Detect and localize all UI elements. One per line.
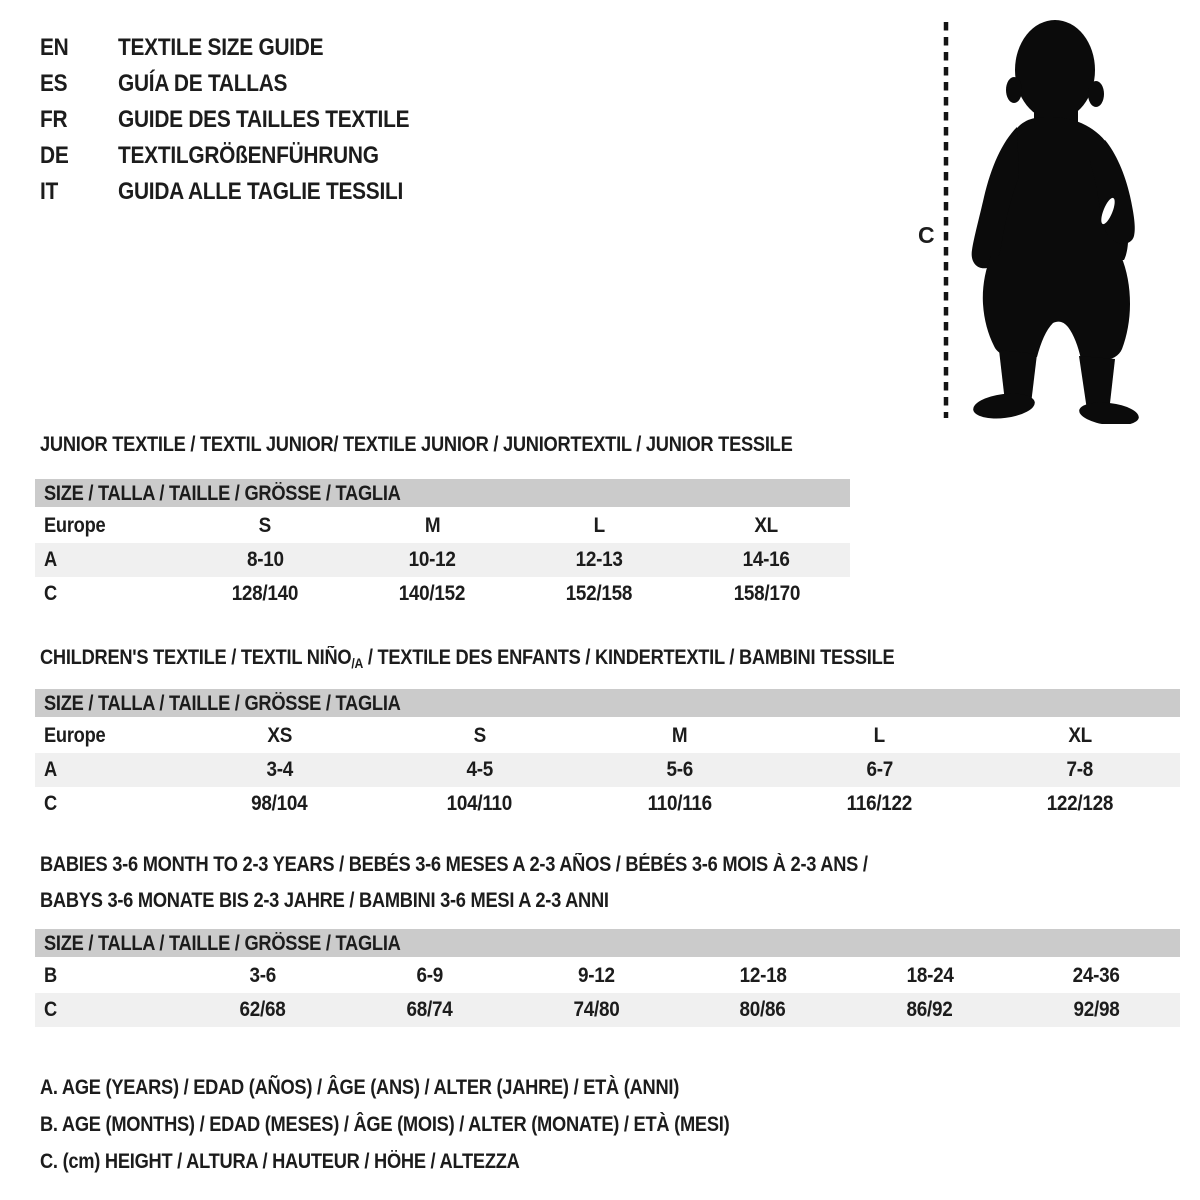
row-label: C (44, 792, 57, 815)
size-cell: L (593, 514, 605, 537)
age-cell: 24-36 (1072, 964, 1120, 987)
age-cell: 12-18 (739, 964, 787, 987)
size-cell: M (424, 514, 441, 537)
age-cell: 7-8 (1066, 758, 1094, 781)
height-cell: 80/86 (739, 998, 786, 1021)
age-cell: 18-24 (906, 964, 954, 987)
age-cell: 6-7 (866, 758, 894, 781)
size-cell: M (671, 724, 688, 747)
age-cell: 14-16 (742, 548, 790, 571)
row-label: C (44, 582, 57, 605)
size-table-header: SIZE / TALLA / TAILLE / GRÖSSE / TAGLIA (35, 929, 1180, 959)
size-cell: S (473, 724, 486, 747)
babies-size-table (35, 929, 1180, 1027)
table-row-height-cm (35, 787, 1180, 821)
height-cell: 98/104 (251, 792, 308, 815)
table-row-europe (35, 719, 1180, 753)
legend-height-cm: C. (cm) HEIGHT / ALTURA / HAUTEUR / HÖHE / ALTEZZA (40, 1150, 520, 1173)
row-label: Europe (44, 724, 106, 747)
height-cell: 68/74 (406, 998, 453, 1021)
language-code: IT (40, 178, 59, 205)
height-cell: 122/128 (1046, 792, 1114, 815)
age-cell: 4-5 (466, 758, 493, 781)
height-cell: 128/140 (232, 582, 299, 605)
size-cell: XS (266, 724, 292, 747)
table-row-height-cm (35, 577, 850, 611)
height-cell: 74/80 (573, 998, 620, 1021)
table-row-height-cm (35, 993, 1180, 1027)
legend-age-years: A. AGE (YEARS) / EDAD (AÑOS) / ÂGE (ANS) / ALTER (JAHRE) / ETÀ (ANNI) (40, 1076, 680, 1099)
size-cell: XL (1068, 724, 1092, 747)
nino-a-subscript: /A (351, 655, 364, 671)
age-cell: 6-9 (416, 964, 443, 987)
height-cell: 158/170 (733, 582, 800, 605)
language-code: DE (40, 142, 69, 169)
guide-title: TEXTILGRÖßENFÜHRUNG (118, 142, 379, 169)
children-size-table (35, 689, 1180, 821)
language-code: FR (40, 106, 68, 133)
row-label: Europe (44, 514, 106, 537)
language-code: EN (40, 34, 69, 61)
language-row-it (40, 174, 453, 210)
legend-age-months: B. AGE (MONTHS) / EDAD (MESES) / ÂGE (MOIS) / ALTER (MONATE) / ETÀ (MESI) (40, 1113, 730, 1136)
language-code: ES (40, 70, 68, 97)
children-section-title: CHILDREN'S TEXTILE / TEXTIL NIÑO/A / TEXTILE DES ENFANTS / KINDERTEXTIL / BAMBINI TESSILE (40, 646, 895, 671)
height-cell: 104/110 (446, 792, 513, 815)
toddler-silhouette-icon (956, 12, 1148, 424)
junior-size-table (35, 479, 850, 611)
guide-title: GUÍA DE TALLAS (118, 70, 288, 97)
language-row-es (40, 66, 453, 102)
babies-section-title-line1: BABIES 3-6 MONTH TO 2-3 YEARS / BEBÉS 3-6 MESES A 2-3 AÑOS / BÉBÉS 3-6 MOIS À 2-3 ANS / (40, 853, 868, 876)
row-label: B (44, 964, 57, 987)
language-row-en (40, 30, 453, 66)
babies-section-title-line2: BABYS 3-6 MONATE BIS 2-3 JAHRE / BAMBINI 3-6 MESI A 2-3 ANNI (40, 889, 609, 912)
table-row-age-years (35, 753, 1180, 787)
height-cell: 92/98 (1073, 998, 1120, 1021)
age-cell: 12-13 (575, 548, 623, 571)
table-row-europe (35, 509, 850, 543)
age-cell: 3-6 (249, 964, 276, 987)
language-row-de (40, 138, 453, 174)
height-dashed-line (942, 20, 952, 420)
height-cell: 62/68 (239, 998, 286, 1021)
height-cell: 86/92 (906, 998, 953, 1021)
size-table-header: SIZE / TALLA / TAILLE / GRÖSSE / TAGLIA (35, 479, 850, 509)
age-cell: 3-4 (266, 758, 293, 781)
size-table-header: SIZE / TALLA / TAILLE / GRÖSSE / TAGLIA (35, 689, 1180, 719)
junior-section-title: JUNIOR TEXTILE / TEXTIL JUNIOR/ TEXTILE JUNIOR / JUNIORTEXTIL / JUNIOR TESSILE (40, 433, 793, 456)
guide-title: GUIDA ALLE TAGLIE TESSILI (118, 178, 404, 205)
size-cell: S (259, 514, 272, 537)
measure-c-label: C (918, 222, 935, 248)
height-cell: 140/152 (399, 582, 466, 605)
age-cell: 5-6 (666, 758, 693, 781)
age-cell: 8-10 (246, 548, 284, 571)
height-cell: 152/158 (566, 582, 633, 605)
row-label: A (44, 758, 57, 781)
row-label: C (44, 998, 57, 1021)
row-label: A (44, 548, 57, 571)
age-cell: 10-12 (408, 548, 456, 571)
size-cell: XL (754, 514, 779, 537)
height-cell: 116/122 (847, 792, 913, 815)
language-row-fr (40, 102, 453, 138)
height-measure-figure (900, 10, 1170, 430)
age-cell: 9-12 (577, 964, 615, 987)
height-cell: 110/116 (647, 792, 712, 815)
guide-title: GUIDE DES TAILLES TEXTILE (118, 106, 410, 133)
guide-title: TEXTILE SIZE GUIDE (118, 34, 324, 61)
measure-legend (40, 1069, 832, 1180)
table-row-age-months (35, 959, 1180, 993)
language-title-list (40, 30, 453, 210)
table-row-age-years (35, 543, 850, 577)
size-cell: L (874, 724, 886, 747)
